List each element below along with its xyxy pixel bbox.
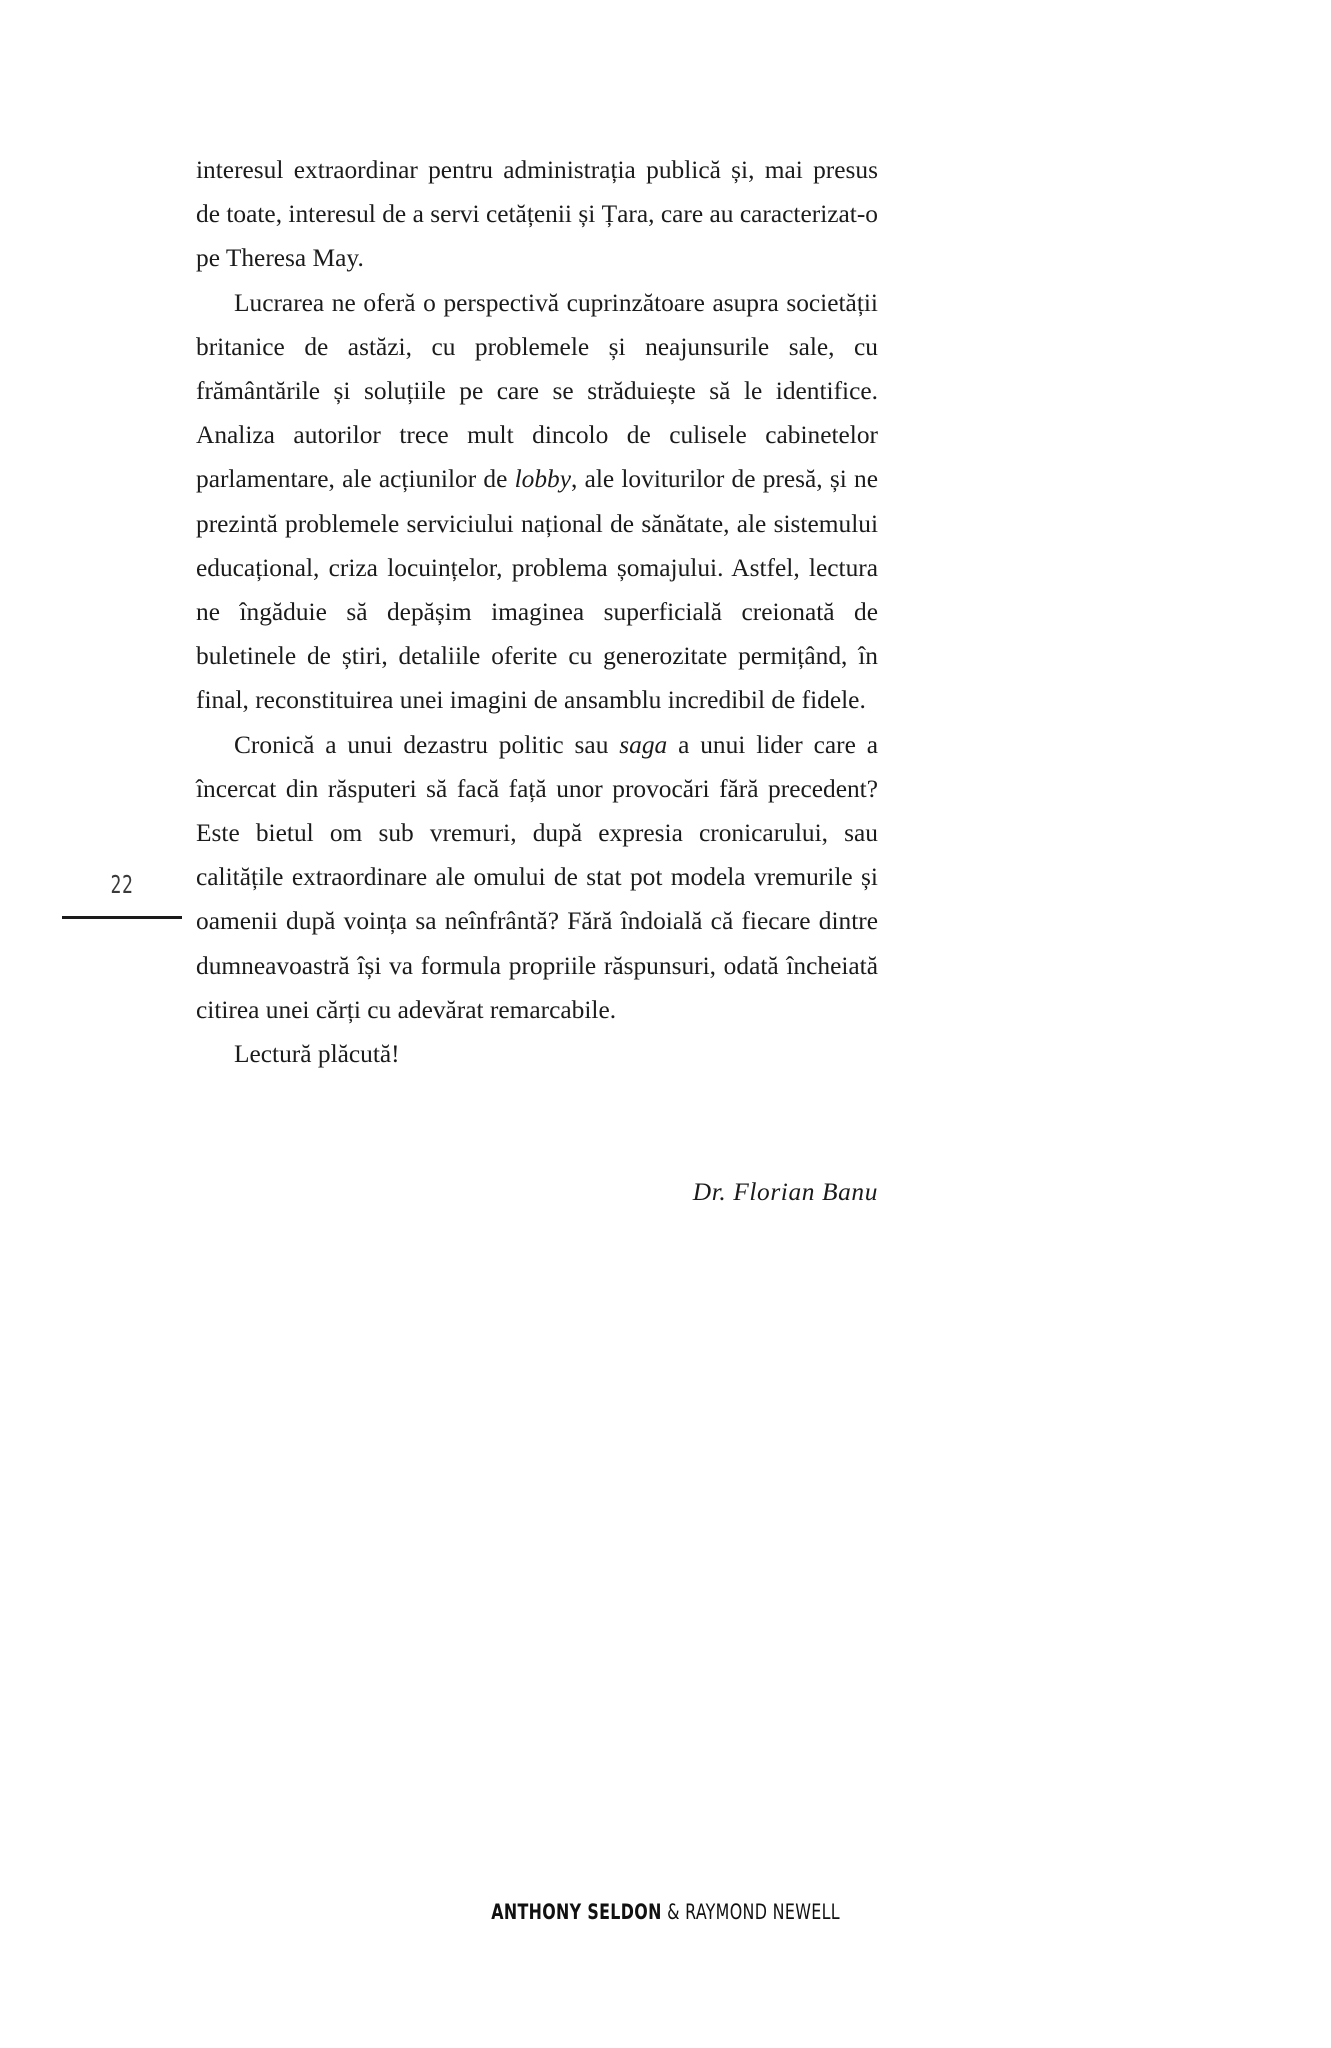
footer-authors <box>491 1900 840 1924</box>
paragraph <box>196 148 878 281</box>
signature-line: Dr. Florian Banu <box>692 1178 878 1206</box>
text-run: Lectură plăcută! <box>234 1040 400 1069</box>
footer-author-primary: ANTHONY SELDON <box>491 1900 662 1924</box>
emphasis-run: saga <box>619 730 668 759</box>
folio-rule <box>62 916 182 919</box>
text-run: interesul extraordinar pentru administrația publică și, mai presus de toate, interesul de a servi cetățenii și Țara, care au caracterizat-o pe Theresa May. <box>196 156 878 273</box>
text-run: , ale loviturilor de presă, și ne prezintă problemele serviciului național de sănătate, ale sistemului educațional, criza locuințelor, problema șomajului. Astfel, lectura ne îngăduie să depășim imaginea superficială creionată de buletinele de știri, detaliile oferite cu generozitate permițând, în final, reconstituirea unei imagini de ansamblu incredibil de fidele. <box>196 465 878 715</box>
paragraph <box>196 281 878 723</box>
text-run: Lucrarea ne oferă o perspectivă cuprinzătoare asupra societății britanice de astăzi, cu problemele și neajunsurile sale, cu frământările și soluțiile pe care se străduiește să le identifice. Analiza autorilor trece mult dincolo de culisele cabinetelor parlamentare, ale acțiunilor de <box>196 288 878 494</box>
running-footer <box>0 1900 1331 1924</box>
page-number: 22 <box>110 870 134 899</box>
text-run: a unui lider care a încercat din răsputeri să facă față unor provocări fără precedent? Este bietul om sub vremuri, după expresia cronicarului, sau calitățile extraordinare ale omului de stat pot modela vremurile și oamenii după voința sa neînfrântă? Fără îndoială că fiecare dintre dumneavoastră își va formula propriile răspunsuri, odată încheiată citirea unei cărți cu adevărat remarcabile. <box>196 730 879 1024</box>
footer-author-secondary: & RAYMOND NEWELL <box>661 1900 840 1924</box>
paragraph <box>196 1032 878 1076</box>
folio-block <box>62 872 182 919</box>
text-run: Cronică a unui dezastru politic sau <box>234 730 620 759</box>
paragraph <box>196 723 878 1032</box>
body-text-column <box>196 148 878 1076</box>
emphasis-run: lobby <box>514 465 571 494</box>
